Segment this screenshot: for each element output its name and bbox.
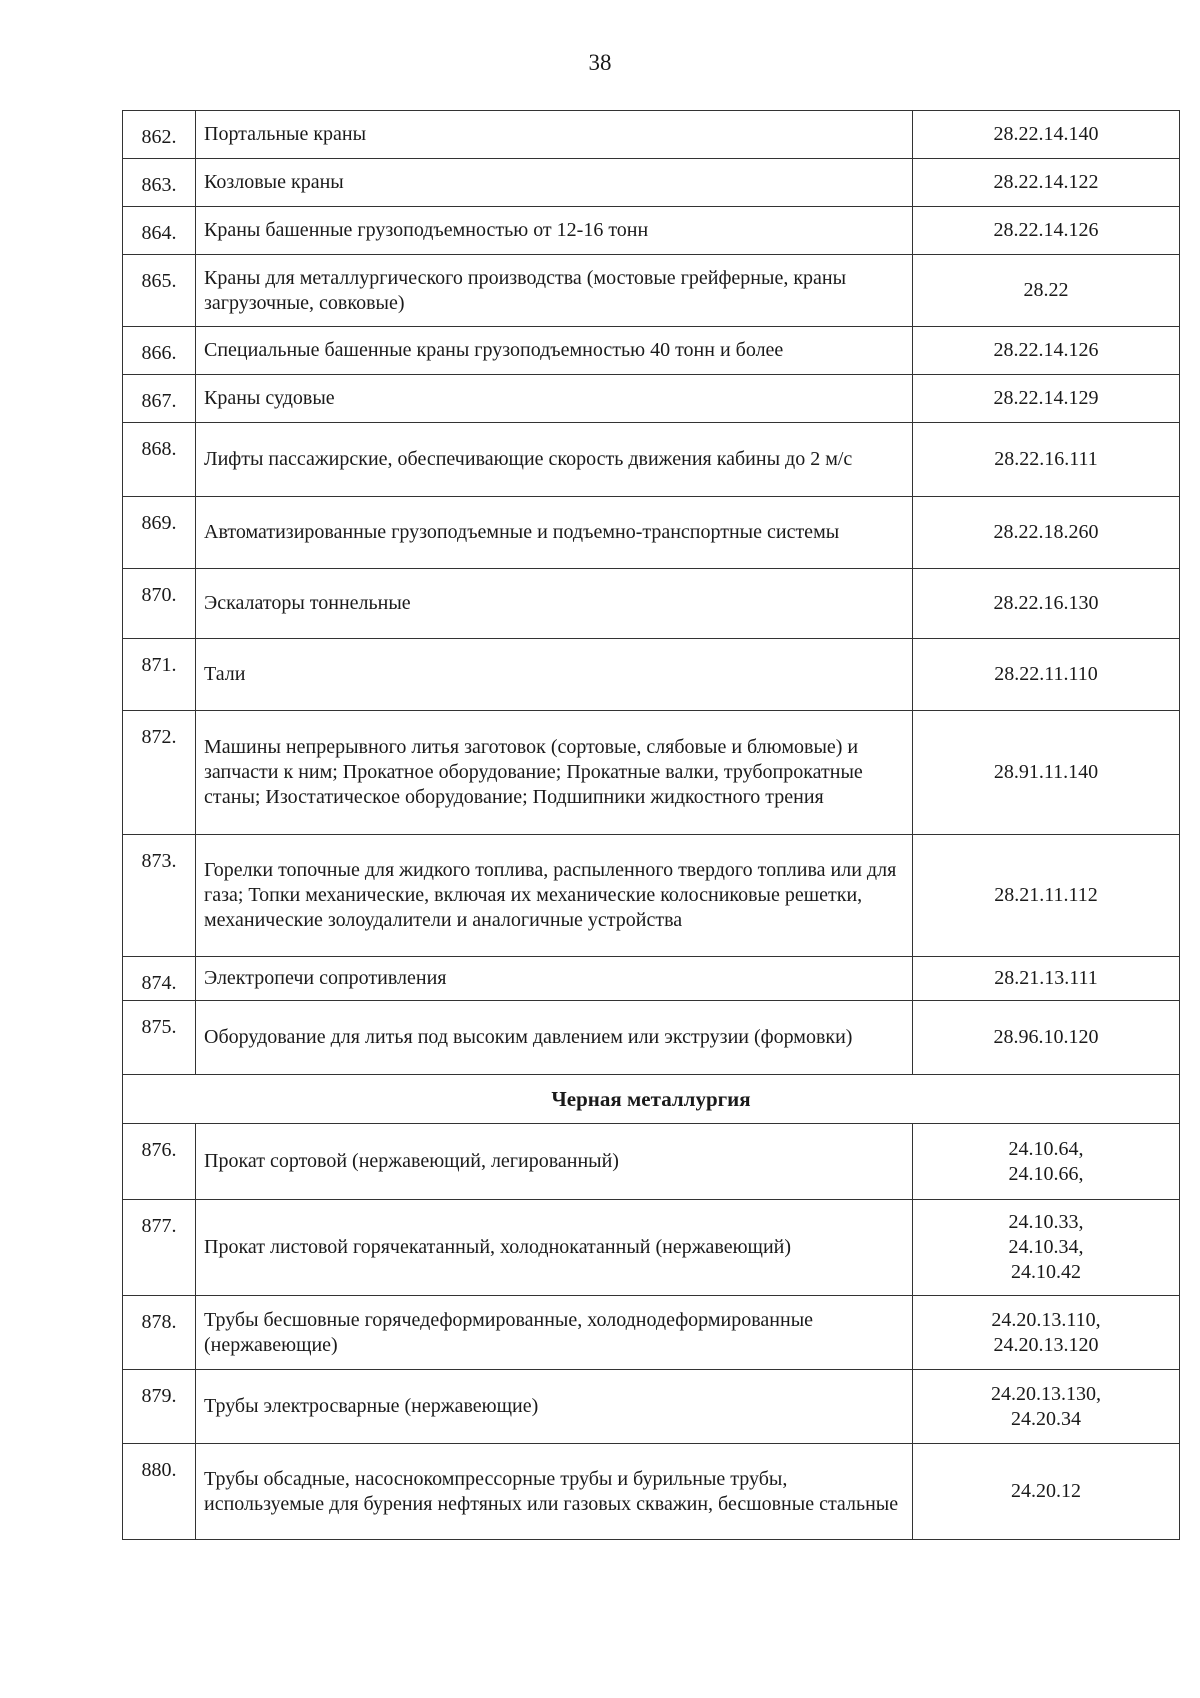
row-code [913, 1001, 1180, 1075]
row-code [913, 639, 1180, 711]
section-title: Черная металлургия [123, 1075, 1180, 1124]
okpd-code: 28.22.14.126 [993, 339, 1099, 361]
row-code [913, 497, 1180, 569]
row-name: Электропечи сопротивления [196, 957, 913, 1001]
row-code [913, 423, 1180, 497]
table-row [123, 255, 1180, 327]
table-row [123, 957, 1180, 1001]
okpd-code: 24.10.66, [1008, 1162, 1084, 1185]
row-name: Оборудование для литья под высоким давлением или экструзии (формовки) [196, 1001, 913, 1075]
table-row [123, 1444, 1180, 1540]
row-code [913, 1296, 1180, 1370]
row-number: 871. [123, 639, 196, 711]
row-name: Краны для металлургического производства (мостовые грейферные, краны загрузочные, совковые) [196, 255, 913, 327]
row-code [913, 569, 1180, 639]
table-row [123, 1200, 1180, 1296]
okpd-code: 28.21.13.111 [994, 967, 1098, 989]
okpd-code: 28.22 [1023, 279, 1069, 301]
row-code [913, 1124, 1180, 1200]
table-row [123, 569, 1180, 639]
okpd-code: 28.96.10.120 [993, 1026, 1099, 1048]
row-name: Трубы бесшовные горячедеформированные, холоднодеформированные (нержавеющие) [196, 1296, 913, 1370]
row-name: Краны башенные грузоподъемностью от 12-16 тонн [196, 207, 913, 255]
okpd-code: 28.22.16.111 [994, 448, 1098, 470]
okpd-code: 28.22.16.130 [993, 592, 1099, 614]
okpd-code: 28.22.11.110 [994, 663, 1098, 685]
row-number: 865. [123, 255, 196, 327]
table-row [123, 207, 1180, 255]
table-row [123, 1001, 1180, 1075]
row-number: 879. [123, 1370, 196, 1444]
row-number: 875. [123, 1001, 196, 1075]
row-number: 874. [123, 957, 196, 1001]
table-row [123, 639, 1180, 711]
row-code [913, 957, 1180, 1001]
okpd-code: 28.91.11.140 [993, 761, 1099, 783]
row-code [913, 255, 1180, 327]
table-row [123, 1296, 1180, 1370]
row-number: 866. [123, 327, 196, 375]
row-code [913, 159, 1180, 207]
row-name: Козловые краны [196, 159, 913, 207]
row-name: Тали [196, 639, 913, 711]
row-code [913, 1444, 1180, 1540]
table-row [123, 423, 1180, 497]
row-code [913, 375, 1180, 423]
table-body [123, 111, 1180, 1540]
row-name: Прокат сортовой (нержавеющий, легированный) [196, 1124, 913, 1200]
row-number: 876. [123, 1124, 196, 1200]
table-row [123, 835, 1180, 957]
table-row [123, 711, 1180, 835]
row-number: 863. [123, 159, 196, 207]
okpd-code: 24.20.13.110, [991, 1308, 1101, 1331]
row-name: Горелки топочные для жидкого топлива, распыленного твердого топлива или для газа; Топки механические, включая их механические колосниковые решетки, механические золоудалители и аналогичные устройства [196, 835, 913, 957]
okpd-code: 24.20.12 [1011, 1480, 1081, 1502]
row-code [913, 711, 1180, 835]
row-number: 878. [123, 1296, 196, 1370]
row-name: Краны судовые [196, 375, 913, 423]
table-row [123, 497, 1180, 569]
row-number: 867. [123, 375, 196, 423]
okpd-code: 28.22.14.129 [993, 387, 1099, 409]
row-number: 869. [123, 497, 196, 569]
row-number: 862. [123, 111, 196, 159]
okpd-code: 24.20.34 [1011, 1407, 1081, 1430]
row-name: Трубы обсадные, насоснокомпрессорные трубы и бурильные трубы, используемые для бурения нефтяных или газовых скважин, бесшовные стальные [196, 1444, 913, 1540]
page-number: 38 [588, 50, 612, 75]
table-row [123, 1370, 1180, 1444]
okpd-code: 24.20.13.120 [993, 1333, 1099, 1356]
okpd-code: 24.10.64, [1008, 1137, 1084, 1160]
table-row [123, 327, 1180, 375]
row-number: 872. [123, 711, 196, 835]
row-number: 877. [123, 1200, 196, 1296]
row-code [913, 111, 1180, 159]
row-code [913, 1370, 1180, 1444]
goods-table [122, 110, 1180, 1540]
okpd-code: 28.22.14.140 [993, 123, 1099, 145]
row-code [913, 327, 1180, 375]
row-name: Портальные краны [196, 111, 913, 159]
table-row [123, 159, 1180, 207]
table-row [123, 111, 1180, 159]
okpd-code: 28.21.11.112 [994, 884, 1098, 906]
okpd-code: 28.22.14.122 [993, 171, 1099, 193]
row-number: 880. [123, 1444, 196, 1540]
table-row [123, 375, 1180, 423]
okpd-code: 24.10.42 [1011, 1261, 1081, 1283]
row-name: Прокат листовой горячекатанный, холоднокатанный (нержавеющий) [196, 1200, 913, 1296]
row-code [913, 835, 1180, 957]
row-name: Лифты пассажирские, обеспечивающие скорость движения кабины до 2 м/с [196, 423, 913, 497]
okpd-code: 28.22.14.126 [993, 219, 1099, 241]
row-name: Машины непрерывного литья заготовок (сортовые, слябовые и блюмовые) и запчасти к ним; Прокатное оборудование; Прокатные валки, трубопрокатные станы; Изостатическое оборудование; Подшипники жидкостного трения [196, 711, 913, 835]
okpd-code: 28.22.18.260 [993, 521, 1099, 543]
table-row [123, 1124, 1180, 1200]
row-number: 870. [123, 569, 196, 639]
row-name: Специальные башенные краны грузоподъемностью 40 тонн и более [196, 327, 913, 375]
row-number: 868. [123, 423, 196, 497]
section-header-row [123, 1075, 1180, 1124]
okpd-code: 24.20.13.130, [991, 1382, 1101, 1405]
row-name: Трубы электросварные (нержавеющие) [196, 1370, 913, 1444]
row-code [913, 1200, 1180, 1296]
okpd-code: 24.10.33, [1008, 1211, 1084, 1233]
row-number: 864. [123, 207, 196, 255]
row-code [913, 207, 1180, 255]
row-number: 873. [123, 835, 196, 957]
okpd-code: 24.10.34, [1008, 1236, 1084, 1258]
row-name: Автоматизированные грузоподъемные и подъемно-транспортные системы [196, 497, 913, 569]
row-name: Эскалаторы тоннельные [196, 569, 913, 639]
